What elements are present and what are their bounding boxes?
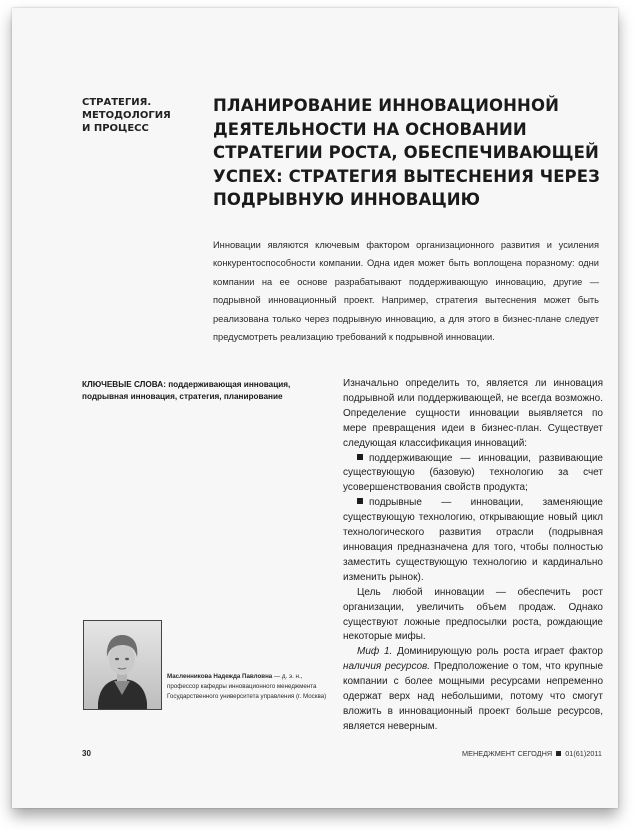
title-line: СТРАТЕГИИ РОСТА, ОБЕСПЕЧИВАЮЩЕЙ <box>213 143 599 162</box>
journal-footer <box>452 749 602 758</box>
keywords-label: КЛЮЧЕВЫЕ СЛОВА: <box>82 380 166 389</box>
author-details: — д. э. н., профессор кафедры инновационного менеджмента Государственного университета управления (г. Москва) <box>167 673 327 700</box>
title-line: УСПЕХ: СТРАТЕГИЯ ВЫТЕСНЕНИЯ ЧЕРЕЗ <box>213 166 600 186</box>
journal-issue: 01(61)2011 <box>565 749 602 758</box>
article-title <box>213 94 600 212</box>
myth-text: Предположение о том, что крупные компании с более мощными ресурсами непременно одержат верх над небольшими, потому что смогут вложить в инновационный проект больше ресурсов, является неверным. <box>343 661 604 732</box>
article-body <box>343 377 603 735</box>
body-paragraph: Изначально определить то, является ли инновация подрывной или поддерживающей, не всегда возможно. Определение сущности инновации выявляется по мере превращения идеи в бизнес-план. Существует следующая классификация инноваций: <box>343 378 603 449</box>
keywords-text: поддерживающая инновация, подрывная инновация, стратегия, планирование <box>82 380 291 401</box>
list-item-text: поддерживающие — инновации, развивающие существующую (базовую) технологию за счет усовершенствования свойств продукта; <box>343 452 603 494</box>
section-label-line: СТРАТЕГИЯ. <box>82 97 152 108</box>
square-separator-icon <box>556 751 561 756</box>
section-label <box>82 96 172 135</box>
list-item <box>343 452 603 497</box>
list-item-text: подрывные — инновации, заменяющие существующую технологию, открывающие новый цикл технологического развития отрасли (подрывная инновация предназначена для того, чтобы полностью заместить существующую технологию и кардинально изменить рынок). <box>343 497 603 583</box>
section-label-line: И ПРОЦЕСС <box>82 123 149 134</box>
myth-label: Миф 1. <box>357 646 393 658</box>
title-line: ПЛАНИРОВАНИЕ ИННОВАЦИОННОЙ <box>213 96 559 115</box>
journal-page <box>12 8 618 808</box>
myth-emphasis: наличия ресурсов. <box>343 661 431 673</box>
article-abstract: Инновации являются ключевым фактором организационного развития и усиления конкурентоспособности компании. Одна идея может быть воплощена поразному: одни компании на ее основе разрабатывают поддерживающую инновацию, другие — подрывной инновационный проект. Например, стратегия вытеснения может быть реализована только через подрывную инновацию, а для этого в бизнес-плане следует предусмотреть реализацию требований к подрывной инновации. <box>213 240 599 343</box>
myth-text: Доминирующую роль роста играет фактор <box>397 646 603 658</box>
title-line: ДЕЯТЕЛЬНОСТИ НА ОСНОВАНИИ <box>213 119 527 139</box>
page-number: 30 <box>82 749 91 758</box>
title-line: ПОДРЫВНУЮ ИННОВАЦИЮ <box>213 190 481 209</box>
journal-name: МЕНЕДЖМЕНТ СЕГОДНЯ <box>462 749 553 758</box>
author-caption <box>167 672 327 701</box>
square-bullet-icon <box>357 498 363 504</box>
myth-paragraph <box>343 645 603 734</box>
square-bullet-icon <box>357 454 363 460</box>
section-label-line: МЕТОДОЛОГИЯ <box>82 110 171 121</box>
author-name: Масленникова Надежда Павловна <box>167 673 273 680</box>
keywords-block <box>82 379 322 403</box>
author-photo <box>83 620 162 710</box>
author-portrait-image <box>84 621 161 709</box>
body-paragraph: Цель любой инновации — обеспечить рост организации, увеличить объем продаж. Однако существуют ложные предпосылки роста, рождающие некоторые мифы. <box>343 586 603 643</box>
list-item <box>343 496 603 585</box>
